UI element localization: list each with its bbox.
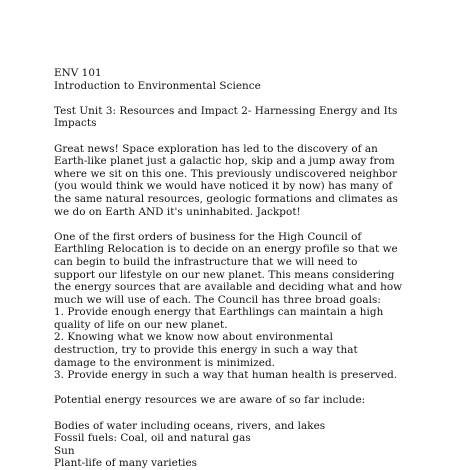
paragraph-line: the energy sources that are available and deciding what and how <box>54 281 403 294</box>
paragraph-line: Earth-like planet just a galactic hop, skip and a jump away from <box>54 155 395 168</box>
paragraph-line: (you would think we would have noticed it by now) has many of <box>54 180 393 193</box>
paragraph-line: we do on Earth AND it's uninhabited. Jackpot! <box>54 205 301 218</box>
resource-item: Sun <box>54 444 75 457</box>
goal-item-line: 3. Provide energy in such a way that human health is preserved. <box>54 369 398 382</box>
paragraph-discovery <box>54 143 414 219</box>
spacer <box>54 407 414 420</box>
paragraph-line: the same natural resources, geologic formations and climates as <box>54 192 398 205</box>
resource-item: Plant-life of many varieties <box>54 457 198 470</box>
paragraph-line: much we will use of each. The Council has three broad goals: <box>54 293 381 306</box>
resources-list <box>54 420 414 470</box>
goal-item-line: quality of life on our new planet. <box>54 318 228 331</box>
spacer <box>54 130 414 143</box>
goal-item-line: destruction, try to provide this energy in such a way that <box>54 344 358 357</box>
paragraph-line: Earthling Relocation is to decide on an energy profile so that we <box>54 243 398 256</box>
paragraph-line: can begin to build the infrastructure that we will need to <box>54 255 358 268</box>
spacer <box>54 382 414 395</box>
paragraph-line: Great news! Space exploration has led to the discovery of an <box>54 142 378 155</box>
goal-item-line: damage to the environment is minimized. <box>54 356 276 369</box>
goal-item-line: 1. Provide enough energy that Earthlings can maintain a high <box>54 306 384 319</box>
spacer <box>54 218 414 231</box>
course-code: ENV 101 <box>54 67 102 79</box>
course-title: Introduction to Environmental Science <box>54 79 261 92</box>
resources-intro: Potential energy resources we are aware of so far include: <box>54 394 366 407</box>
paragraph-line: One of the first orders of business for the High Council of <box>54 230 362 243</box>
unit-heading-line: Impacts <box>54 117 97 130</box>
unit-heading <box>54 105 414 130</box>
paragraph-council-goals <box>54 231 414 382</box>
paragraph-line: support our lifestyle on our new planet. This means considering <box>54 268 395 281</box>
document-body <box>54 67 414 470</box>
paragraph-line: where we sit on this one. This previously undiscovered neighbor <box>54 167 398 180</box>
resource-item: Fossil fuels: Coal, oil and natural gas <box>54 432 251 445</box>
resource-item: Bodies of water including oceans, rivers, and lakes <box>54 419 326 432</box>
unit-heading-line: Test Unit 3: Resources and Impact 2- Harnessing Energy and Its <box>54 104 398 117</box>
spacer <box>54 92 414 105</box>
goal-item-line: 2. Knowing what we know now about environmental <box>54 331 333 344</box>
